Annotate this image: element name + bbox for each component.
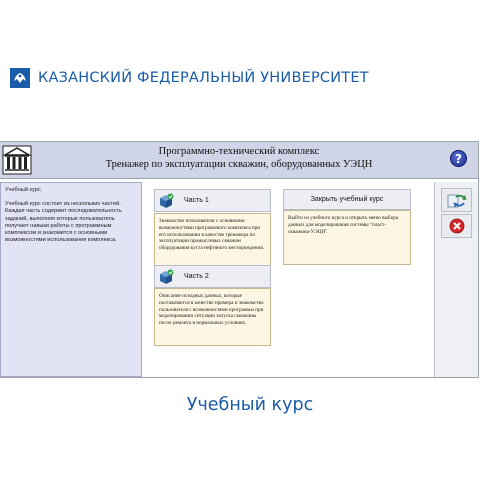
part-2-info: Описание исходных данных, которые поставляются в качестве примера и знакомство пользователя с возможностями программы при моделировании ситуации запуска скважины после ремонта в нормальных условиях. [154,288,271,346]
switch-data-button[interactable] [441,188,472,212]
app-window [0,141,479,378]
part-1-info: Знакомство пользователя с основными возможностями программного комплекса при его использовании в качестве тренажера по эксплуатации промысловых скважин оборудования куста нефтяного месторождения. [154,213,271,271]
close-course-button[interactable]: Закрыть учебный курс [283,189,411,210]
part-1-button[interactable] [154,189,271,212]
kfu-logo-icon [10,68,30,88]
app-title-line1: Программно-технический комплекс [158,146,320,157]
app-titlebar [0,142,478,179]
switch-arrows-icon [447,191,467,209]
part-2-button[interactable] [154,265,271,288]
app-title [40,145,438,171]
university-name: КАЗАНСКИЙ ФЕДЕРАЛЬНЫЙ УНИВЕРСИТЕТ [38,70,369,86]
university-header [10,66,369,90]
cube-check-icon [158,193,174,209]
slide-caption: Учебный курс [186,395,314,415]
part-2-label: Часть 2 [184,273,209,280]
description-body: Учебный курс состоит из нескольких частей. Каждая часть содержит последовательность заданий, выполняя которые пользователь получает навыки работы с программным комплексом и знакомится с основными возможностями использования комплекса. [5,201,122,244]
description-panel [0,182,142,377]
close-course-info: Выйти из учебного курса и открыть меню выбора данных для моделирования системы "пласт-скважина-УЭЦН". [283,210,411,265]
course-main-area [146,182,432,377]
app-title-line2: Тренажер по эксплуатации скважин, оборудованных УЭЦН [105,159,373,170]
building-columns-icon [2,145,32,175]
part-1-label: Часть 1 [184,197,209,204]
cube-check-icon [158,269,174,285]
description-heading: Учебный курс. [5,187,43,193]
help-icon[interactable]: ? [450,150,467,167]
exit-red-x-icon [449,218,465,234]
side-toolbar [434,182,478,377]
exit-button[interactable] [441,214,472,238]
